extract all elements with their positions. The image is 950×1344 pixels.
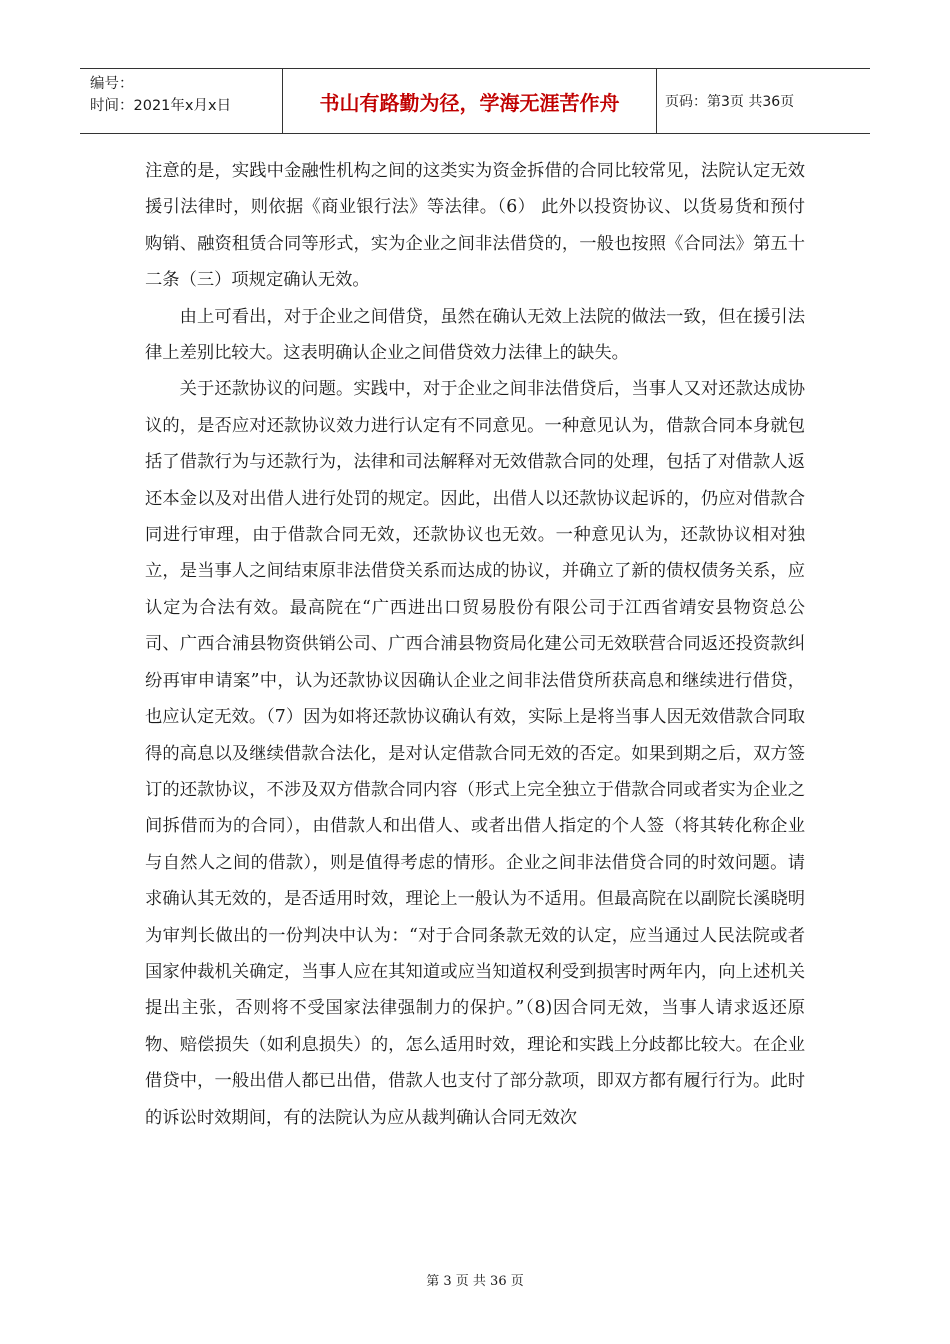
header-page-indicator: 页码：第3页 共36页 bbox=[665, 94, 795, 110]
document-body bbox=[145, 153, 805, 1136]
document-time-label: 时间：2021年x月x日 bbox=[90, 98, 232, 114]
paragraph-1: 注意的是，实践中金融性机构之间的这类实为资金拆借的合同比较常见，法院认定无效援引法律时，则依据《商业银行法》等法律。（6） 此外以投资协议、以货易货和预付购销、融资租赁合同等形式，实为企业之间非法借贷的，一般也按照《合同法》第五十二条（三）项规定确认无效。 bbox=[145, 161, 805, 291]
paragraph-3: 关于还款协议的问题。实践中，对于企业之间非法借贷后，当事人又对还款达成协议的，是否应对还款协议效力进行认定有不同意见。一种意见认为，借款合同本身就包括了借款行为与还款行为，法律和司法解释对无效借款合同的处理，包括了对借款人返还本金以及对出借人进行处罚的规定。因此，出借人以还款协议起诉的，仍应对借款合同进行审理，由于借款合同无效，还款协议也无效。一种意见认为，还款协议相对独立，是当事人之间结束原非法借贷关系而达成的协议，并确立了新的债权债务关系，应认定为合法有效。最高院在“广西进出口贸易股份有限公司于江西省靖安县物资总公司、广西合浦县物资供销公司、广西合浦县物资局化建公司无效联营合同返还投资款纠纷再审申请案”中，认为还款协议因确认企业之间非法借贷所获高息和继续进行借贷，也应认定无效。（7）因为如将还款协议确认有效，实际上是将当事人因无效借款合同取得的高息以及继续借款合法化，是对认定借款合同无效的否定。如果到期之后，双方签订的还款协议，不涉及双方借款合同内容（形式上完全独立于借款合同或者实为企业之间拆借而为的合同），由借款人和出借人、或者出借人指定的个人签（将其转化称企业与自然人之间的借款），则是值得考虑的情形。企业之间非法借贷合同的时效问题。请求确认其无效的，是否适用时效，理论上一般认为不适用。但最高院在以副院长溪晓明为审判长做出的一份判决中认为：“对于合同条款无效的认定，应当通过人民法院或者国家仲裁机关确定，当事人应在其知道或应当知道权利受到损害时两年内，向上述机关提出主张，否则将不受国家法律强制力的保护。”（8)因合同无效，当事人请求返还原物、赔偿损失（如利息损失）的，怎么适用时效，理论和实践上分歧都比较大。在企业借贷中，一般出借人都已出借，借款人也支付了部分款项，即双方都有履行行为。此时的诉讼时效期间，有的法院认为应从裁判确认合同无效次 bbox=[145, 379, 805, 1128]
header-meta bbox=[80, 69, 283, 133]
document-number-label: 编号： bbox=[90, 76, 134, 92]
page-footer: 第 3 页 共 36 页 bbox=[426, 1274, 524, 1289]
paragraph-2: 由上可看出，对于企业之间借贷，虽然在确认无效上法院的做法一致，但在援引法律上差别比较大。这表明确认企业之间借贷效力法律上的缺失。 bbox=[145, 306, 805, 364]
header-motto: 书山有路勤为径，学海无涯苦作舟 bbox=[283, 69, 657, 133]
page-header bbox=[80, 68, 870, 134]
